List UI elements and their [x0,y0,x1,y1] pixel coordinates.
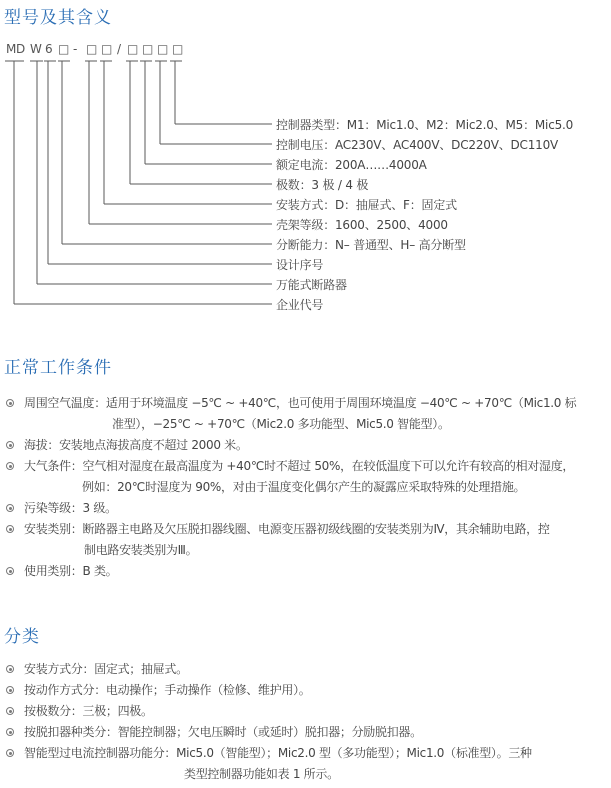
annotation-enterprise-code: 企业代号 [276,298,324,312]
list-item [0,456,611,498]
code-slash: / [117,42,122,56]
code-char: W [30,42,42,56]
classification-section-title: 分类 [4,627,40,647]
bullet-icon [6,728,14,736]
bullet-icon [6,567,14,575]
code-box: □ [58,42,70,56]
item-text: 使用类别：B 类。 [24,564,118,578]
list-item [0,722,611,743]
code-box: □ [142,42,154,56]
item-text: 污染等级：3 级。 [24,501,117,515]
item-text: 大气条件：空气相对湿度在最高温度为 +40℃时不超过 50%，在较低温度下可以允许有较高的相对湿度， [24,459,575,473]
list-item [0,393,611,435]
list-item [0,498,611,519]
bullet-icon [6,462,14,470]
annotation-breaking-capacity: 分断能力：N– 普通型、H– 高分断型 [276,238,466,252]
item-text: 按动作方式分：电动操作；手动操作（检修、维护用）。 [24,683,311,697]
item-text-cont: 准型），−25℃ ~ +70℃（Mic2.0 多功能型、Mic5.0 智能型）。 [112,417,450,431]
item-text: 智能型过电流控制器功能分：Mic5.0（智能型）；Mic2.0 型（多功能型）；Mic1.0（标准型）。三种 [24,746,532,760]
annotation-breaker-type: 万能式断路器 [276,278,347,292]
conditions-list [0,393,611,582]
code-char: D [16,42,26,56]
classification-list [0,659,611,785]
bullet-icon [6,665,14,673]
item-text: 安装类别：断路器主电路及欠压脱扣器线圈、电源变压器初级线圈的安装类别为Ⅳ，其余辅助电路，控 [24,522,550,536]
list-item [0,701,611,722]
code-char: 6 [45,42,53,56]
list-item [0,519,611,561]
code-box: □ [157,42,169,56]
item-text: 按脱扣器种类分：智能控制器；欠电压瞬时（或延时）脱扣器；分励脱扣器。 [24,725,422,739]
bullet-icon [6,399,14,407]
item-text-cont: 例如：20℃时湿度为 90%，对由于温度变化偶尔产生的凝露应采取特殊的处理措施。 [82,480,526,494]
annotation-control-voltage: 控制电压：AC230V、AC400V、DC220V、DC110V [276,138,559,152]
annotation-rated-current: 额定电流：200A……4000A [276,158,427,172]
code-box: □ [127,42,139,56]
code-box: □ [86,42,98,56]
list-item [0,659,611,680]
item-text: 海拔：安装地点海拔高度不超过 2000 米。 [24,438,248,452]
list-item [0,680,611,701]
code-box: □ [101,42,113,56]
model-section-title: 型号及其含义 [4,8,112,28]
bullet-icon [6,441,14,449]
list-item [0,435,611,456]
item-text-cont: 制电路安装类别为Ⅲ。 [84,543,198,557]
bullet-icon [6,525,14,533]
annotation-controller-type: 控制器类型：M1：Mic1.0、M2：Mic2.0、M5：Mic5.0 [276,118,574,132]
annotation-poles: 极数：3 极 / 4 极 [276,178,369,192]
annotation-frame-rating: 壳架等级：1600、2500、4000 [276,218,448,232]
bullet-icon [6,749,14,757]
item-text: 按极数分：三极；四极。 [24,704,153,718]
annotation-mounting: 安装方式：D：抽屉式、F：固定式 [276,198,457,212]
bullet-icon [6,707,14,715]
item-text-cont: 类型控制器功能如表 1 所示。 [184,767,339,781]
list-item [0,743,611,785]
code-dash: - [73,42,78,56]
bullet-icon [6,504,14,512]
item-text: 安装方式分：固定式；抽屉式。 [24,662,188,676]
code-box: □ [172,42,184,56]
conditions-section-title: 正常工作条件 [4,358,112,378]
code-char: M [6,42,17,56]
annotation-design-number: 设计序号 [276,258,324,272]
bullet-icon [6,686,14,694]
item-text: 周围空气温度：适用于环境温度 −5℃ ~ +40℃，也可使用于周围环境温度 −40℃ ~ +70℃（Mic1.0 标 [24,396,577,410]
list-item [0,561,611,582]
